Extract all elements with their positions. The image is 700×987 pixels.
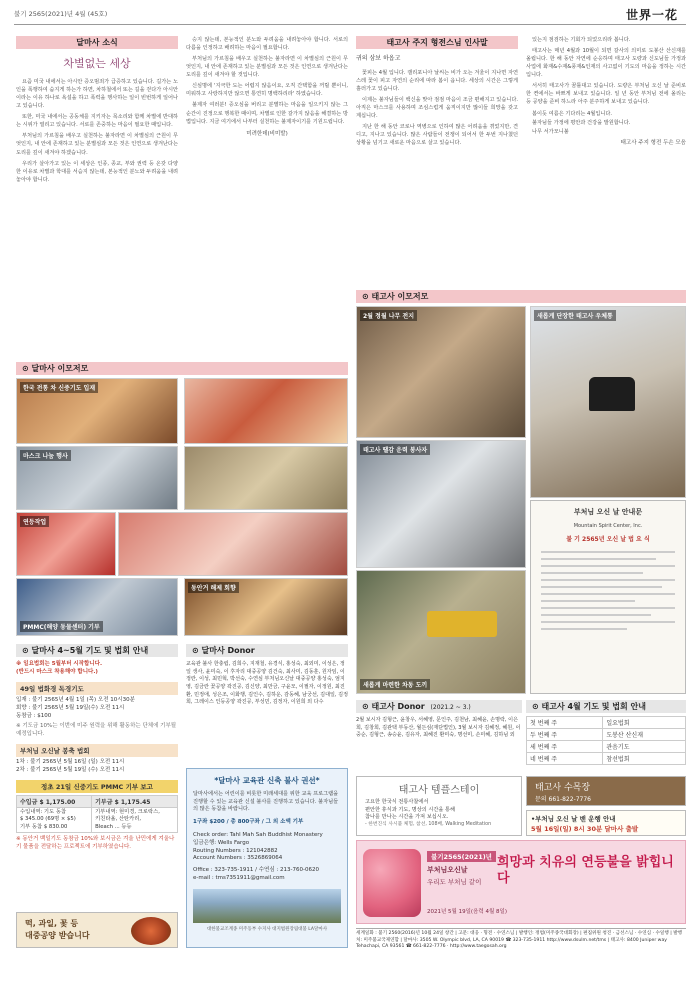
notice-line: [541, 621, 675, 623]
pmmc-note: ※ 동안거 백일기도 동참금 10%와 보시금은 겨울 난민에게 겨울나기 물품을 전달하는 프로젝트에 기부하였습니다.: [16, 835, 175, 850]
schedule-week: 네 번째 주: [527, 753, 603, 765]
greeting-signature: 태고사 주지 형전 두손 모음: [620, 139, 686, 146]
campaign-title: *달마사 교육관 신축 불사 권선*: [214, 776, 320, 785]
photo-pmmc-donation: [16, 578, 178, 636]
notice-line: [541, 565, 675, 567]
photo-lantern-group: [118, 512, 348, 576]
news-bar: 달마사 소식: [16, 36, 178, 49]
van-notice-line-1: •부처님 오신 날 밴 운행 안내: [531, 815, 616, 823]
table-row: [527, 753, 686, 765]
pmmc-income-label: 수입금 $ 1,175.00: [17, 795, 92, 807]
mailbox-shape: [589, 377, 635, 411]
photo-log-splitter: [356, 570, 526, 694]
account-number: Account Numbers : 3526869064: [193, 855, 283, 862]
office-email: e-mail : tms7351911@gmail.com: [193, 875, 285, 882]
banner-line-1: 불기2565(2021)년: [427, 851, 496, 862]
donor-text: 교육관 불사 한충립, 김희수, 지재철, 유경식, 홍성숙, 최외미, 이성은, 정일 생사, 윤미숙, 이 후자리 대중공양 김건숙, 최사미, 김동훈, 원자임, 이정란, 이성, 최민혁, 박선숙, 수연심 부처님오신날 대중공양 홍성숙, 엄지영, 김금란 꽃공양 곽진공, 김신양, 최만금, 구윤모, 이필자, 이정원, 최진환, 민정애, 성은조, 이화행, 김인수, 김하운, 감동혜, 남궁선, 김대일, 김정희, 그레이스 인등공양 곽진공, 부성민, 김정자, 이원희 외 다수: [186, 661, 349, 706]
pmmc-income-cell: [17, 807, 92, 832]
schedule-note-2: (반드시 마스크 착용해야 합니다.): [16, 668, 98, 675]
pmmc-income-row: $ 345.00 (69명 × $5): [20, 816, 76, 823]
schedule-week: 세 번째 주: [527, 741, 603, 753]
schedule-event: 참선법회: [603, 753, 686, 765]
tree-burial-title: 태고사 수목장: [535, 783, 591, 793]
temple-stay-line: 편안한 휴식과 기도, 명상의 시간을 통해: [365, 806, 456, 813]
greeting-cont-3: 서서히 태고사가 꿈틀대고 있습니다. 도량은 부처님 오신 날 준비로 한 켠에서는 바쁘게 보내고 있습니다. 일 년 동안 부처님 전에 올리는 등 공양을 준비 하느라 아주 분주하게 보내고 있습니다.: [526, 83, 686, 106]
dharma-donor: [186, 644, 348, 707]
notice-caption: 부처님 오신 날 안내문: [573, 508, 643, 516]
article-cont-2: 부처님의 가르침을 배우고 실천하는 불자라면 이 차별심의 근원이 무엇인지, 내 안에 존재하고 있는 분별심과 모든 것은 인연으로 생겨난다는 도리를 깊이 새겨야 할 것입니다.: [186, 56, 348, 79]
greeting-cont-4: 봄이듯 여름은 기다리는 4월입니다.: [532, 110, 613, 117]
greeting-salute: 귀의 삼보 하옵고: [356, 55, 401, 62]
pmmc-title: 정초 21일 신중기도 PMMC 기부 보고: [16, 780, 178, 793]
dharma-schedule: [16, 644, 178, 852]
article-para-3: 부처님의 가르침을 배우고 실천하는 불자라면 이 차별심의 근원이 무엇인지, 내 안에 존재하고 있는 분별심과 모든 것은 인연으로 생겨난다는 도리를 깊이 새겨야 하겠습니다.: [16, 133, 178, 156]
publication-footer: [356, 928, 686, 954]
banner-date: 2021년 5월 19일(음력 4월 8일): [427, 909, 507, 915]
pmmc-donation-cell: [92, 807, 178, 832]
photo-tree-pruning: [356, 306, 526, 438]
article-para-4: 우리가 살아가고 있는 이 세상은 인종, 종교, 부와 권력 등 온갖 다양한 이유로 차별과 학대를 서슴지 않는데, 본능적인 분노와 두려움을 내려놓아야 합니다.: [16, 160, 178, 183]
notice-line: [541, 593, 675, 595]
greeting-cont-1: 있는지 점검하는 기회가 되었으리라 봅니다.: [532, 37, 631, 43]
table-row: [527, 717, 686, 729]
photo-boxes: [184, 446, 348, 510]
notice-line: [541, 572, 643, 574]
taego-schedule-bar: ⊙ 태고사 4월 기도 및 법회 안내: [526, 700, 686, 713]
buddha-bday-line: 2차 : 불기 2565년 5월 19일 (수) 오전 11시: [16, 766, 125, 773]
photo-caption: 2월 정월 나무 전지: [360, 310, 417, 321]
temple-stay-line: 참나를 만나는 시간을 가져 보십시오.: [365, 814, 449, 821]
notice-line: [541, 551, 675, 553]
campaign-footer-note: 대한불교조계종 미주동부 수지사 대지법원장림대불 LA달마사: [206, 927, 328, 933]
tree-burial-phone: 문의 661-822-7776: [535, 796, 592, 803]
article-cont-4: 불제자 여러분! 증오심을 버리고 분별하는 마음을 일으키지 않는 그 순간이 진정으로 행복한 때이며, 차별로 인한 갈가지 않음을 해결하는 방법입니다. 지금 여기에서 나부터 실천하는 불제자이기를 기원드립니다.: [186, 102, 348, 125]
notice-line: [541, 628, 627, 630]
article-closing: 미려한데(비미발): [246, 130, 288, 137]
photo-caption: 마스크 나눔 행사: [20, 450, 71, 461]
pmmc-donation-row: 키친타올, 산탄카리,: [95, 816, 142, 823]
pmmc-donation-row: Bleach ... 등등: [95, 823, 132, 830]
temple-stay-title: 태고사 템플스테이: [398, 785, 480, 796]
photo-caption: 태고사 땔감 운력 봉사자: [360, 444, 430, 455]
temple-stay-box: [356, 776, 522, 836]
offering-box: [16, 912, 178, 948]
dharma-photos-bar: ⊙ 달마사 이모저모: [16, 362, 348, 375]
pmmc-table: [16, 795, 178, 833]
col2-article: [186, 36, 348, 137]
pmmc-income-row: 기부 동참 $ 830.00: [20, 823, 68, 830]
photo-winter-retreat: [184, 578, 348, 636]
photo-caption: 한국 전통 차 신중기도 입재: [20, 382, 98, 393]
photo-caption: 새롭게 마련한 차동 도끼: [360, 679, 430, 690]
page-header: [0, 0, 700, 30]
col3-greeting: [356, 36, 518, 150]
taego-donor-text: 2월 보시자 김형근, 윤창우, 서혜영, 문인주, 김천남, 최혜윤, 손명락, 이은희, 김창희, 김관택 부동산, 월든심(재단법인), 3월 보시자 김혜정, 혜원, 이중순, 김형근, 송승윤, 김유자, 최혜진 환미숙, 명선미, 손미혜, 김하님 외: [356, 717, 521, 739]
greeting-bar: 태고사 주지 형전스님 인사말: [356, 36, 518, 49]
campaign-text: 달마사에서는 어린이를 비롯한 미래세대를 위한 교육 프로그램을 진행할 수 있는 교육관 신설 불사를 진행하고 있습니다. 불자님들의 많은 동참을 바랍니다.: [193, 791, 339, 813]
taego-donor-title: ⊙ 태고사 Donor: [362, 702, 425, 711]
prayer-line: 입재 : 불기 2565년 4월 1일 (목) 오전 10시30분: [16, 696, 135, 703]
greeting-cont-5: 불자님들 가정에 평안과 건강을 발원합니다.: [532, 119, 631, 126]
notice-line: [541, 614, 651, 616]
page-info: 불기 2565(2021)년 4월 (45호): [14, 10, 108, 18]
schedule-event: 관음기도: [603, 741, 686, 753]
schedule-event: 일요법회: [603, 717, 686, 729]
article-cont-1: 승지 않는데, 본능적인 분노와 두려움을 내려놓아야 합니다. 서로의 다름을 인정하고 배려하는 마음이 필요합니다.: [186, 37, 348, 52]
masthead: 世界一花: [625, 8, 678, 22]
photo-altar: [184, 378, 348, 444]
footer-text: 세계일화 : 불기 2560(2016)년 10월 24일 창간 | 고문: 대웅 · 형전 · 수연스님 | 발행인: 정범(미주종국대회장) | 편집위원 청진 · 금선스님 · 수연심 · 수일행 | 발행처: 미주불교국제연합 | 달마사: 3505 W. Olympic blvd, LA, CA 90019 ☎ 323-735-1911 http://www.dsulm.net/tms | 태고사: 8400 Juniper way Tehachapi, CA 93561 ☎ 661-822-7776 · http://www.taegosah.org: [356, 931, 683, 950]
fruit-basket-image: [131, 917, 171, 945]
photo-mailbox: [530, 306, 686, 498]
splitter-shape: [427, 611, 497, 637]
pmmc-donation-row: 기부내역: 현미경, 크로락스,: [95, 808, 160, 815]
taego-schedule: [526, 700, 686, 765]
lantern-banner: [356, 840, 686, 924]
photo-caption: 동안거 해제 회향: [188, 582, 239, 593]
check-order: Check order: Tahl Mah Sah Buddhist Monastery: [193, 831, 323, 838]
notice-line: [541, 579, 675, 581]
office-phone: Office : 323-735-1911 / 수연심 : 213-760-0620: [193, 867, 319, 874]
notice-lines: [541, 551, 675, 630]
article-title: 차별없는 세상: [63, 57, 131, 70]
col4-greeting: [526, 36, 686, 146]
banner-headline: 희망과 치유의 연등불을 밝힙니다: [497, 855, 674, 887]
greeting-para-1: 꽃피는 4월 입니다. 캘리포니아 날씨는 비가 오는 겨울이 지나면 자연스레 꽃이 피고 자연의 순리에 따라 봄이 옵니다. 세상의 시간은 그렇게 흘러가고 있습니다.: [356, 69, 518, 92]
taego-photos-bar: ⊙ 태고사 이모저모: [356, 290, 686, 303]
prayer-title: 49일 법화경 독경기도: [16, 682, 178, 695]
notice-line: [541, 600, 635, 602]
photo-prayer-start: [16, 378, 178, 444]
prayer-line: 동참금 : $100: [16, 712, 52, 719]
table-row: [527, 729, 686, 741]
banner-line-2: 부처님오신날: [427, 866, 468, 874]
header-rule: [14, 24, 686, 25]
photo-mask-sharing: [16, 446, 178, 510]
tree-burial-box: [526, 776, 686, 806]
van-notice-line-2: 5월 16일(일) 8시 30분 달마사 출발: [531, 825, 639, 833]
dharma-donor-bar: ⊙ 달마사 Donor: [186, 644, 348, 657]
article-para-2: 또한, 미국 내에서는 공동체를 지키자는 목소리와 함께 차별에 반대하는 시위가 열리고 있습니다. 서로를 존중하는 마음이 필요한 때입니다.: [16, 114, 178, 129]
campaign-price: 1구좌 $200 / 총 800구좌 / 그 외 소액 기부: [193, 818, 304, 825]
schedule-week: 두 번째 주: [527, 729, 603, 741]
taego-schedule-table: [526, 716, 686, 765]
notice-line: [541, 558, 656, 560]
routing-number: Routing Numbers : 121042882: [193, 847, 278, 854]
schedule-note: ※ 일요법회는 5월부터 시작합니다.: [16, 661, 103, 667]
table-row: [527, 741, 686, 753]
prayer-note: ※ 기도금 10%는 이번에 미주 원력을 위해 활동하는 단체에 기부될 예정입니다.: [16, 722, 177, 737]
schedule-event: 도봉산 산신재: [603, 729, 686, 741]
greeting-cont-6: 나무 서가모니불: [532, 128, 569, 135]
buddha-bday-line: 1차 : 불기 2565년 5월 16일 (일) 오전 11시: [16, 758, 125, 765]
temple-stay-line: 고요한 한국식 전통사찰에서: [365, 799, 429, 805]
article-para-1: 요즘 미국 내에서는 아시안 증오범죄가 급증하고 있습니다. 길가는 노인을 폭행하여 숨지게 하는가 하면, 차하철에서 또는 길을 걷다가 아시안이라는 이유 하나로 욕설을 하고 폭력을 행사하는 일이 빈번하게 일어나고 있습니다.: [16, 79, 178, 110]
buddha-bday-notice: [530, 500, 686, 694]
greeting-para-2: 이제는 불자님들이 백신을 맞아 점점 마음이 조금 편해지고 있습니다. 아직은 마스크를 사용하며 조심스럽게 움직이지만 많이들 희망을 갖고 계십니다.: [356, 96, 518, 119]
col1-news: [16, 36, 178, 187]
taego-donor: [356, 700, 522, 740]
photo-caption: PMMC(해양 동물센터) 기부: [20, 621, 103, 632]
photo-caption: 연등작업: [20, 516, 49, 527]
banner-lanterns: [363, 849, 421, 917]
banner-line-3: 우리도 부처님 같이: [427, 878, 482, 886]
taego-donor-bar: [356, 700, 522, 713]
dharma-schedule-bar: ⊙ 달마사 4~5월 기도 및 법회 안내: [16, 644, 178, 657]
buddha-bday-title: 부처님 오신날 봉축 법회: [16, 744, 178, 757]
offering-line-2: 대중공양 받습니다: [25, 931, 90, 940]
photo-lantern-work: [16, 512, 116, 576]
pmmc-income-row: 수입내역: 기도 동참: [20, 808, 67, 815]
photo-firewood: [356, 440, 526, 568]
temple-stay-line: - 한번진식 사시불 체험, 참선, 108배, Walking Meditation: [365, 821, 492, 827]
photo-caption: 새롭게 단장한 태고사 우체통: [534, 310, 616, 321]
education-campaign: [186, 768, 348, 948]
notice-line: [541, 607, 675, 609]
schedule-week: 첫 번째 주: [527, 717, 603, 729]
prayer-line: 회향 : 불기 2565년 5월 19일(수) 오전 11시: [16, 704, 125, 711]
article-cont-3: 신심명에 '지극한 도는 어렵지 않음이요, 오직 간택함을 꺼릴 뿐이니, 미워하고 사랑하지만 않으면 통연히 명백하리라' 하였습니다.: [186, 83, 348, 98]
notice-line: [541, 586, 662, 588]
notice-org: Mountain Spirit Center, Inc.: [573, 523, 643, 529]
greeting-para-3: 지난 한 해 동안 코로나 역병으로 인하여 많은 어려움을 겪었지만, 견디고, 지나고 있습니다. 많은 사람들이 전쟁이 되어서 한 두번 지나쳤던 상황을 넘기고 새로운 마음으로 살고 있습니다.: [356, 124, 518, 147]
bank-name: 입금은행: Wells Fargo: [193, 839, 250, 846]
greeting-cont-2: 태고사는 매년 4월과 10월이 되면 갈사의 의미로 도봉산 산신재를 올립니다. 한 해 동안 자연에 순응하며 태고사 도량과 신도님들 가정과 사업에 화재&수재&풍재&인재의 사고없이 기도의 마음을 정하는 시간입니다.: [526, 48, 686, 79]
taego-donor-period: (2021.2 ~ 3.): [430, 704, 471, 711]
temple-building-image: [193, 889, 341, 923]
van-notice-box: [526, 810, 686, 836]
notice-title: 불 기 2565년 오신 날 법 요 식: [566, 536, 650, 543]
pmmc-donation-label: 기부금 $ 1,175.45: [92, 795, 178, 807]
offering-line-1: 떡, 과일, 꽃 등: [25, 919, 79, 928]
